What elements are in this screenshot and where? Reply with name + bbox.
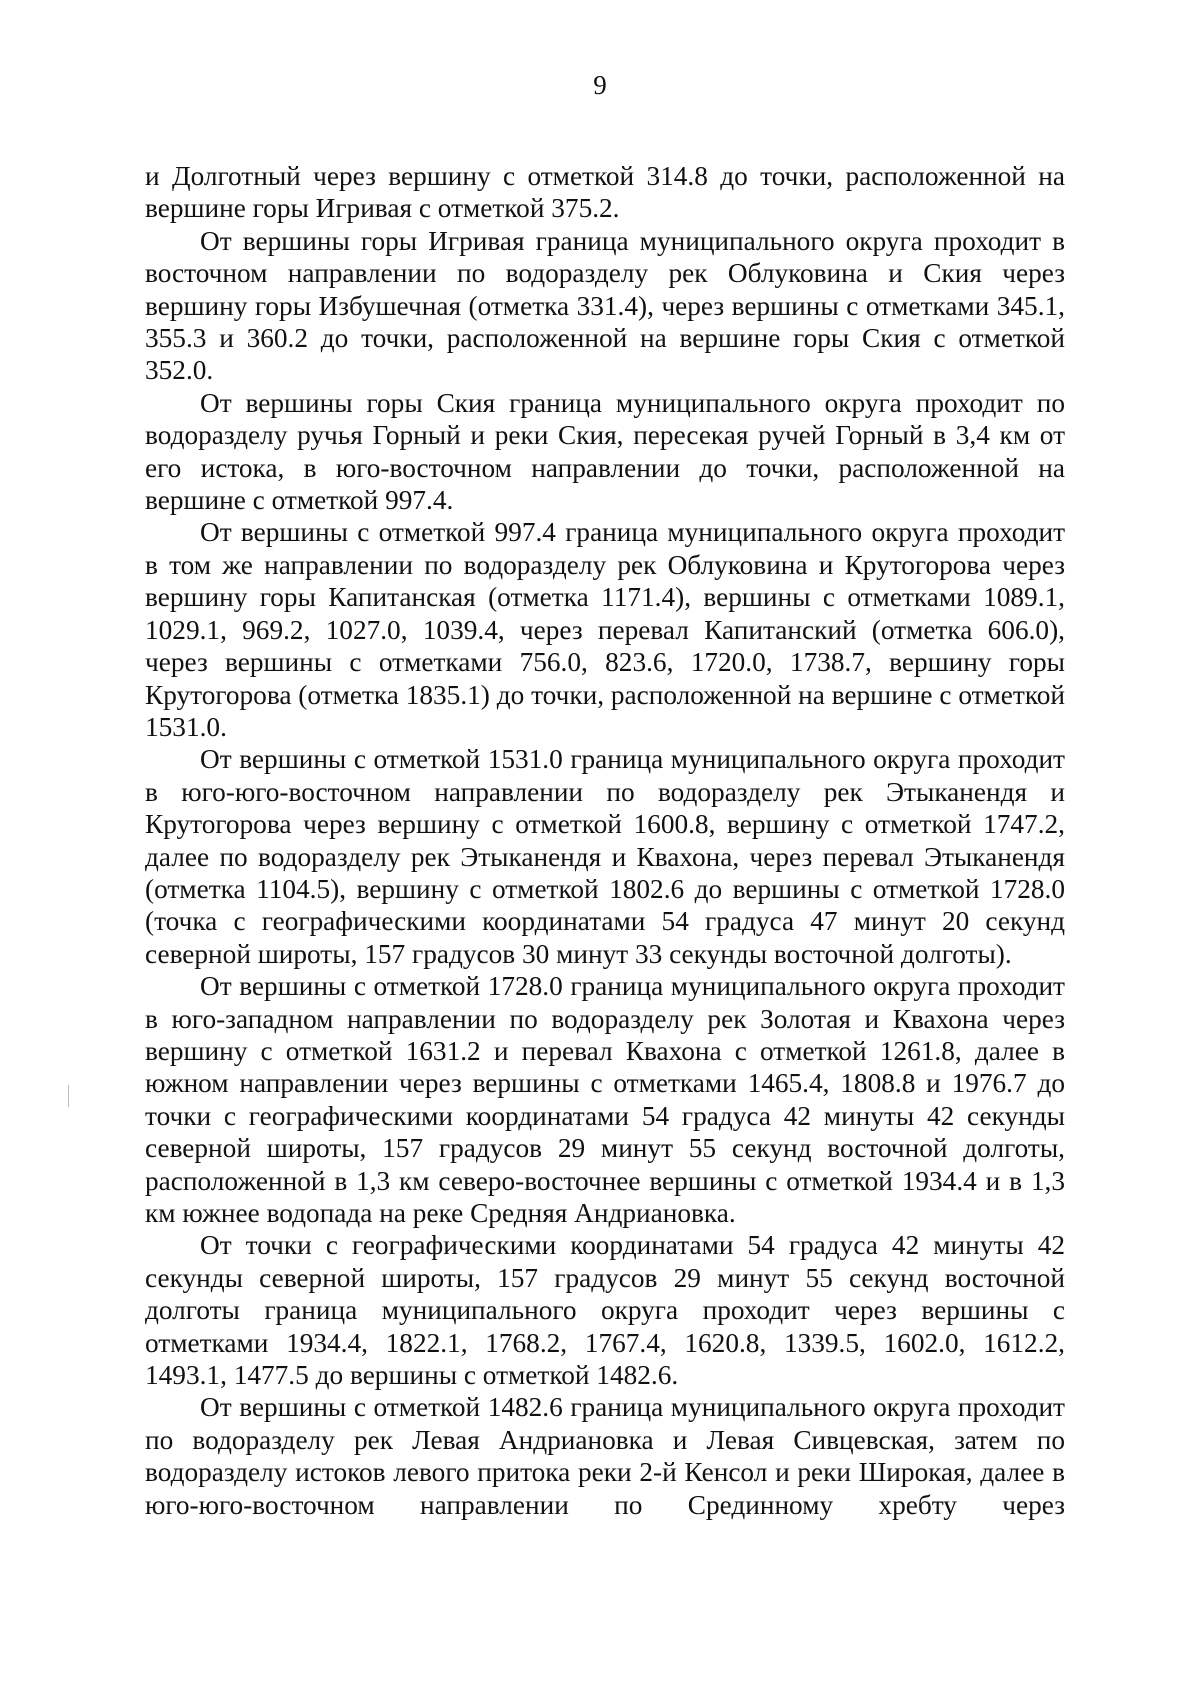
- paragraph-2: От вершины горы Игривая граница муниципального округа проходит в восточном направлении по водоразделу рек Облуковина и Ския через вершину горы Избушечная (отметка 331.4), через вершины с отметками 345.1, 355.3 и 360.2 до точки, расположенной на вершине горы Ския с отметкой 352.0.: [145, 225, 1065, 386]
- paragraph-4: От вершины с отметкой 997.4 граница муниципального округа проходит в том же направлении по водоразделу рек Облуковина и Крутогорова через вершину горы Капитанская (отметка 1171.4), вершины с отметками 1089.1, 1029.1, 969.2, 1027.0, 1039.4, через перевал Капитанский (отметка 606.0), через вершины с отметками 756.0, 823.6, 1720.0, 1738.7, вершину горы Крутогорова (отметка 1835.1) до точки, расположенной на вершине с отметкой 1531.0.: [145, 517, 1065, 742]
- document-body: [145, 160, 1065, 1521]
- paragraph-1: и Долготный через вершину с отметкой 314.8 до точки, расположенной на вершине горы Игривая с отметкой 375.2.: [145, 161, 1065, 224]
- paragraph-6: От вершины с отметкой 1728.0 граница муниципального округа проходит в юго-западном направлении по водоразделу рек Золотая и Квахона через вершину с отметкой 1631.2 и перевал Квахона с отметкой 1261.8, далее в южном направлении через вершины с отметками 1465.4, 1808.8 и 1976.7 до точки с географическими координатами 54 градуса 42 минуты 42 секунды северной широты, 157 градусов 29 минут 55 секунд восточной долготы, расположенной в 1,3 км северо-восточнее вершины с отметкой 1934.4 и в 1,3 км южнее водопада на реке Средняя Андриановка.: [145, 971, 1065, 1228]
- paragraph-5: От вершины с отметкой 1531.0 граница муниципального округа проходит в юго-юго-восточном направлении по водоразделу рек Этыканендя и Крутогорова через вершину с отметкой 1600.8, вершину с отметкой 1747.2, далее по водоразделу рек Этыканендя и Квахона, через перевал Этыканендя (отметка 1104.5), вершину с отметкой 1802.6 до вершины с отметкой 1728.0 (точка с географическими координатами 54 градуса 47 минут 20 секунд северной широты, 157 градусов 30 минут 33 секунды восточной долготы).: [145, 744, 1065, 969]
- margin-mark: [68, 1085, 69, 1107]
- paragraph-8: От вершины с отметкой 1482.6 граница муниципального округа проходит по водоразделу рек Левая Андриановка и Левая Сивцевская, затем по водоразделу истоков левого притока реки 2-й Кенсол и реки Широкая, далее в юго-юго-восточном направлении по Срединному хребту через: [145, 1392, 1065, 1520]
- paragraph-7: От точки с географическими координатами 54 градуса 42 минуты 42 секунды северной широты, 157 градусов 29 минут 55 секунд восточной долготы граница муниципального округа проходит через вершины с отметками 1934.4, 1822.1, 1768.2, 1767.4, 1620.8, 1339.5, 1602.0, 1612.2, 1493.1, 1477.5 до вершины с отметкой 1482.6.: [145, 1230, 1065, 1391]
- page-number: 9: [593, 70, 607, 100]
- paragraph-3: От вершины горы Ския граница муниципального округа проходит по водоразделу ручья Горный и реки Ския, пересекая ручей Горный в 3,4 км от его истока, в юго-восточном направлении до точки, расположенной на вершине с отметкой 997.4.: [145, 387, 1065, 516]
